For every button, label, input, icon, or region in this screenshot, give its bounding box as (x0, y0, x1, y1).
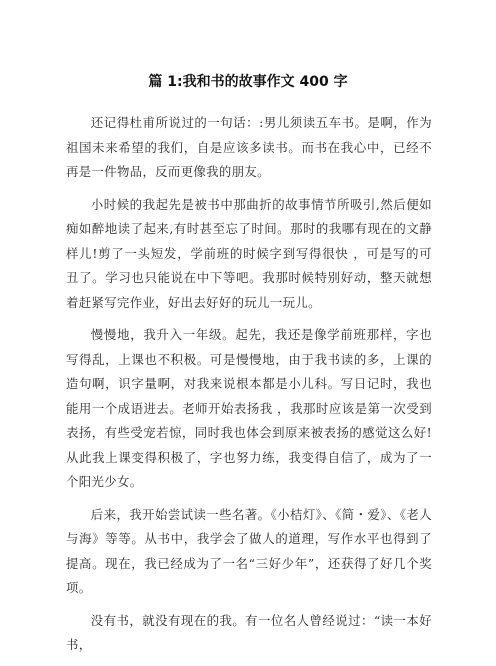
paragraph-1: 还记得杜甫所说过的一句话：:男儿须读五车书。是啊，作为祖国未来希望的我们，自是应该多读书。而书在我心中，已经不再是一件物品，反而更像我的朋友。 (66, 115, 432, 179)
document-title: 篇 1:我和书的故事作文 400 字 (148, 74, 348, 90)
document-body (66, 111, 432, 666)
paragraph-3: 慢慢地，我升入一年级。起先，我还是像学前班那样，字也写得乱，上课也不积极。可是慢慢地，由于我书读的多，上课的造句啊，识字量啊，对我来说根本都是小儿科。写日记时，我也能用一个成语进去。老师开始表扬我 ，我那时应该是第一次受到表扬，有些受宠若惊，同时我也体会到原来被表扬的感觉这么好!从此我上课变得积极了，字也努力练，我变得自信了，成为了一个阳光少女。 (66, 327, 432, 489)
paragraph-4: 后来，我开始尝试读一些名著。《小桔灯》、《简・爱》、《老人与海》等等。从书中，我学会了做人的道理，写作水平也得到了提高。现在，我已经成为了一名“三好少年”，还获得了好几个奖项。 (66, 506, 432, 595)
paragraph-2: 小时候的我起先是被书中那曲折的故事情节所吸引,然后便如痴如醉地读了起来,有时甚至忘了时间。那时的我哪有现在的文静样儿!剪了一头短发，学前班的时候字到写得很快 ，可是写的可丑了。学习也只能说在中下等吧。我那时候特别好动，整天就想着赶紧写完作业，好出去好好的玩儿一玩儿。 (66, 196, 432, 310)
paragraph-5: 没有书，就没有现在的我。有一位名人曾经说过：“读一本好书， (66, 612, 432, 652)
